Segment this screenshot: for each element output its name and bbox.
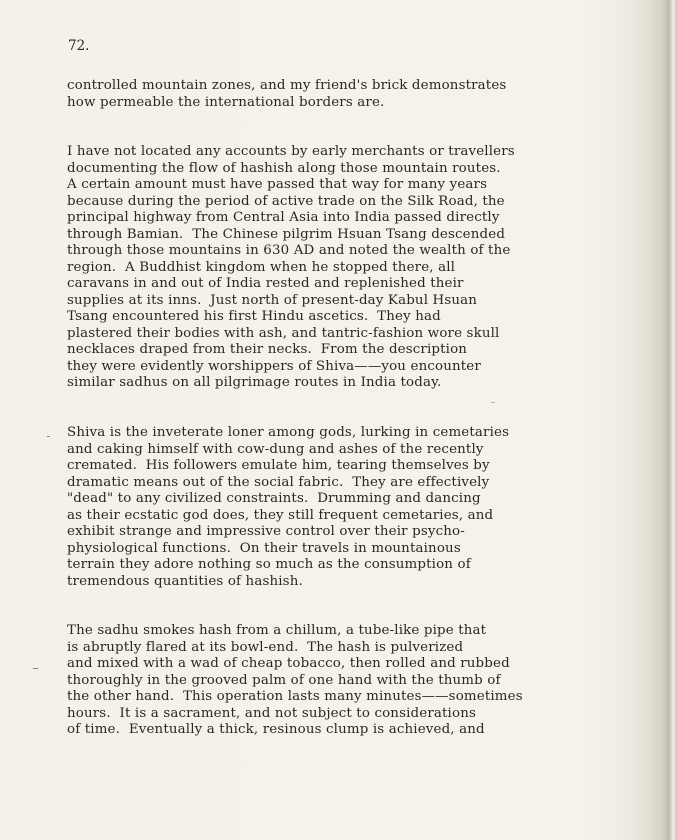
text-line: through Bamian. The Chinese pilgrim Hsuan Tsang descended — [67, 226, 506, 242]
text-line: cremated. His followers emulate him, tearing themselves by — [67, 458, 490, 473]
text-line: exhibit strange and impressive control over their psycho- — [67, 524, 465, 539]
text-line: caravans in and out of India rested and replenished their — [67, 276, 464, 291]
text-line: physiological functions. On their travels in mountainous — [67, 540, 461, 556]
text-line: of time. Eventually a thick, resinous clump is achieved, and — [67, 722, 485, 737]
text-line: hours. It is a sacrament, and not subject to considerations — [67, 705, 476, 721]
text-line: region. A Buddhist kingdom when he stopped there, all — [67, 259, 456, 275]
text-line: I have not located any accounts by early merchants or travellers — [67, 144, 515, 159]
text-line: plastered their bodies with ash, and tantric-fashion wore skull — [67, 325, 500, 341]
text-line: necklaces draped from their necks. From the description — [67, 342, 468, 357]
text-line: as their ecstatic god does, they still frequent cemetaries, and — [67, 507, 494, 523]
text-line: "dead" to any civilized constraints. Drumming and dancing — [67, 491, 481, 506]
stray-mark — [47, 436, 50, 437]
text-line: supplies at its inns. Just north of present-day Kabul Hsuan — [67, 292, 478, 308]
text-line: The sadhu smokes hash from a chillum, a tube-like pipe that — [67, 623, 487, 638]
text-line: documenting the flow of hashish along those mountain routes. — [67, 160, 501, 176]
text-line: Tsang encountered his first Hindu ascetics. They had — [67, 309, 441, 324]
stray-mark — [491, 402, 495, 403]
text-line: and caking himself with cow-dung and ashes of the recently — [67, 441, 484, 457]
text-line: similar sadhus on all pilgrimage routes in India today. — [67, 375, 442, 390]
text-line: thoroughly in the grooved palm of one hand with the thumb of — [67, 672, 501, 688]
text-line: is abruptly flared at its bowl-end. The hash is pulverized — [67, 639, 464, 655]
paragraph-2 — [67, 144, 515, 392]
text-line: dramatic means out of the social fabric. They are effectively — [67, 474, 490, 490]
text-line: terrain they adore nothing so much as the consumption of — [67, 557, 471, 572]
text-line: tremendous quantities of hashish. — [67, 573, 303, 589]
text-line: through those mountains in 630 AD and noted the wealth of the — [67, 243, 511, 258]
stray-mark — [33, 668, 38, 669]
text-line: Shiva is the inveterate loner among gods, lurking in cemetaries — [67, 425, 510, 440]
text-line: and mixed with a wad of cheap tobacco, then rolled and rubbed — [67, 656, 510, 671]
paragraph-4 — [67, 623, 523, 739]
text-line: the other hand. This operation lasts many minutes——sometimes — [67, 689, 523, 704]
text-line: how permeable the international borders are. — [67, 94, 385, 110]
text-line: because during the period of active trade on the Silk Road, the — [67, 193, 505, 209]
text-line: A certain amount must have passed that way for many years — [67, 177, 488, 192]
page-number: 72. — [68, 38, 90, 54]
text-line: controlled mountain zones, and my friend's brick demonstrates — [67, 78, 507, 93]
paragraph-1 — [67, 78, 506, 111]
paragraph-3 — [67, 425, 509, 590]
text-line: they were evidently worshippers of Shiva——you encounter — [67, 358, 481, 374]
text-line: principal highway from Central Asia into India passed directly — [67, 210, 500, 225]
page-edge — [651, 0, 677, 840]
